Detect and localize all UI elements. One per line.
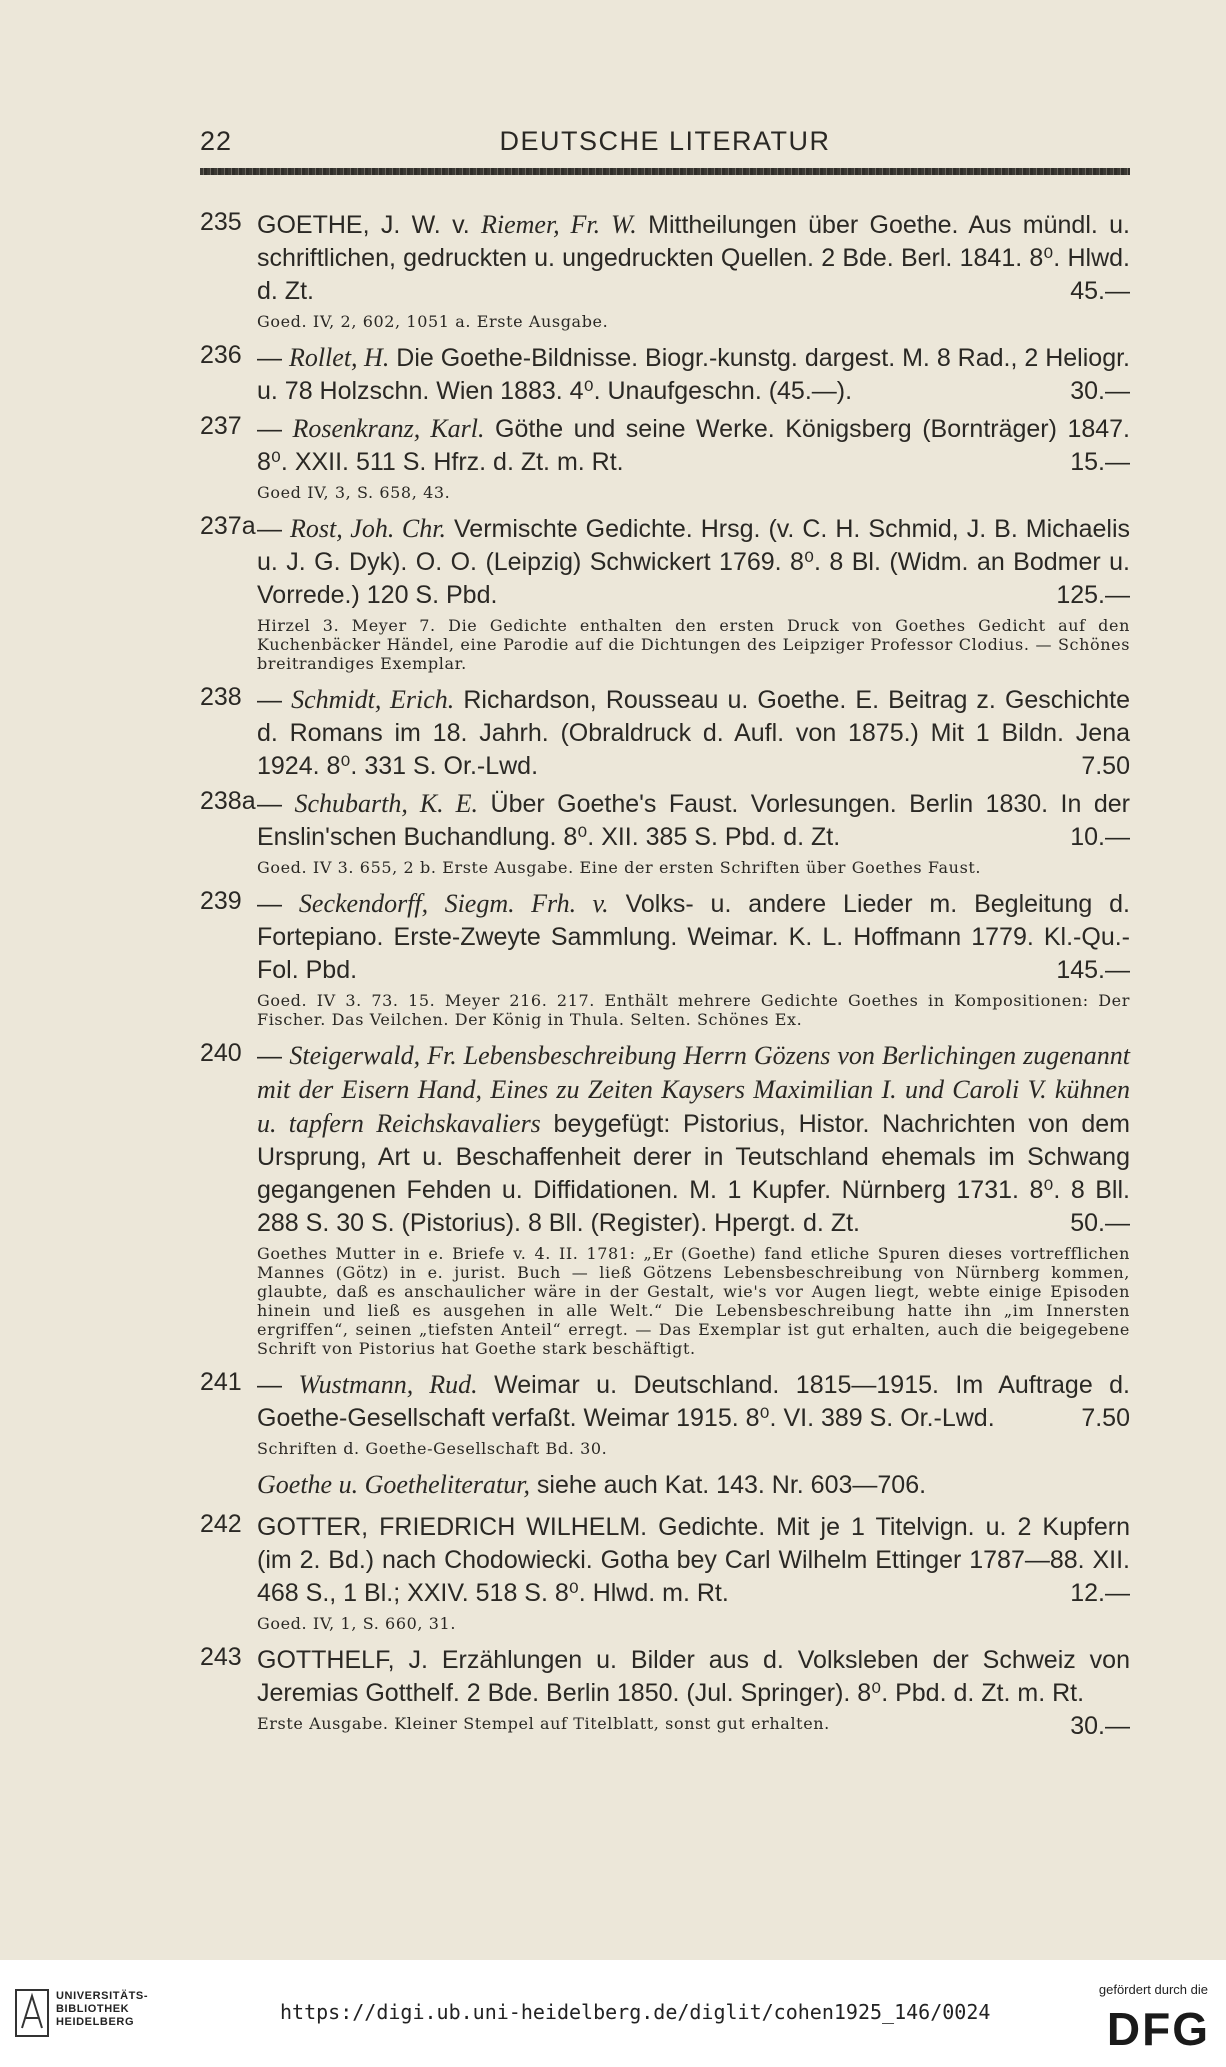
- entry-description: Gedichte. Mit je 1 Titelvign. u. 2 Kupfern (im 2. Bd.) nach Chodowiecki. Gotha bey Carl Wilhelm Ettinger 1787—88. XII. 468 S., 1 Bl.; XXIV. 518 S. 8⁰. Hlwd. m. Rt.: [257, 1513, 1130, 1607]
- entry-text: [257, 683, 1130, 783]
- entry-author: Rollet, H.: [288, 343, 390, 372]
- entry-note: Goed. IV, 1, S. 660, 31.: [257, 1614, 457, 1633]
- catalog-entry: [200, 1510, 1130, 1633]
- entry-author: Rost, Joh. Chr.: [290, 514, 446, 543]
- entry-description: Richardson, Rousseau u. Goethe. E. Beitrag z. Geschichte d. Romans im 18. Jahrh. (Obraldruck d. Aufl. von 1875.) Mit 1 Bildn. Jena 1924. 8⁰. 331 S. Or.-Lwd.: [257, 686, 1131, 780]
- entry-text: [257, 787, 1130, 854]
- entry-lead: —: [257, 1042, 290, 1070]
- university-seal-icon: [14, 1988, 50, 2038]
- entry-lead: —: [257, 890, 299, 918]
- header-rule: [200, 168, 1130, 175]
- entry-number: 243: [200, 1643, 242, 1671]
- catalog-entry: [200, 412, 1130, 502]
- entry-number: 236: [200, 341, 242, 369]
- library-name: [56, 1990, 148, 2029]
- entry-text: [257, 412, 1130, 479]
- entry-lead: —: [257, 686, 292, 714]
- catalog-entry: [200, 341, 1130, 408]
- catalog-entry: [200, 512, 1130, 673]
- entry-lead: —: [257, 344, 289, 372]
- entry-price: 7.50: [1081, 752, 1130, 780]
- permalink-url[interactable]: https://digi.ub.uni-heidelberg.de/diglit/cohen1925_146/0024: [280, 2000, 991, 2024]
- entry-price: 125.—: [1056, 581, 1130, 609]
- entry-author: Rosenkranz, Karl.: [292, 414, 485, 443]
- entry-lead: GOETHE, J. W. v.: [257, 211, 481, 239]
- entry-text: [257, 887, 1130, 987]
- entry-lead: GOTTHELF, J.: [257, 1646, 428, 1674]
- entry-author: Wustmann, Rud.: [298, 1370, 478, 1399]
- entry-price: 12.—: [1070, 1579, 1130, 1607]
- entry-note: Goethes Mutter in e. Briefe v. 4. II. 1781: „Er (Goethe) fand etliche Spuren dieses vortrefflichen Mannes (Götz) in e. jurist. Buch — ließ Götzens Lebensbeschreibung von Nürnberg kommen, glaubte, daß es anschaulicher wäre in der Gestalt, wie's vor Augen liegt, webte einige Episoden hinein und ließ es ausgehen in alle Welt.“ Die Lebensbeschreibung hatte ihn „im Innersten ergriffen“, seinen „tiefsten Anteil“ erregt. — Das Exemplar ist gut erhalten, auch die beigegebene Schrift von Pistorius hat Goethe stark beschäftigt.: [257, 1244, 1130, 1358]
- entry-price: 30.—: [1070, 1712, 1130, 1740]
- entry-description: Weimar u. Deutschland. 1815—1915. Im Auftrage d. Goethe-Gesellschaft verfaßt. Weimar 1915. 8⁰. VI. 389 S. Or.-Lwd.: [257, 1371, 1130, 1432]
- page-header: [200, 126, 1130, 162]
- catalog-entry: [200, 208, 1130, 331]
- entry-price: 30.—: [1070, 377, 1130, 405]
- entry-author: Steigerwald, Fr. Lebensbeschreibung Herrn Gözens von Berlichingen zugenannt mit der Eisern Hand, Eines zu Zeiten Kaysers Maximilian I. und Caroli V. kühnen u. tapfern Reichskavaliers: [257, 1041, 1130, 1138]
- catalog-entry: [200, 1368, 1130, 1458]
- dfg-logo: DFG: [1106, 2003, 1210, 2055]
- entry-author: Schmidt, Erich.: [291, 685, 455, 714]
- entry-description: beygefügt: Pistorius, Histor. Nachrichten von dem Ursprung, Art u. Beschaffenheit derer in Teutschland ehemals im Schwang gegangenen Fehden u. Diffidationen. M. 1 Kupfer. Nürnberg 1731. 8⁰. 8 Bll. 288 S. 30 S. (Pistorius). 8 Bll. (Register). Hpergt. d. Zt.: [257, 1110, 1131, 1237]
- entry-text: [257, 208, 1130, 308]
- catalog-entry: [200, 1643, 1130, 1740]
- entry-description: Erzählungen u. Bilder aus d. Volksleben der Schweiz von Jeremias Gotthelf. 2 Bde. Berlin 1850. (Jul. Springer). 8⁰. Pbd. d. Zt. m. Rt.: [257, 1646, 1130, 1707]
- entry-price: 10.—: [1070, 823, 1130, 851]
- entry-text: [257, 1368, 1130, 1435]
- library-line-1: UNIVERSITÄTS-: [56, 1990, 149, 2002]
- cross-reference: [257, 1468, 1130, 1502]
- entry-note: Goed IV, 3, S. 658, 43.: [257, 483, 451, 502]
- library-line-3: HEIDELBERG: [56, 2016, 135, 2028]
- entry-text: [257, 341, 1130, 408]
- entry-note: Erste Ausgabe. Kleiner Stempel auf Titelblatt, sonst gut erhalten.: [257, 1714, 830, 1733]
- funder-note: gefördert durch die: [1098, 1982, 1208, 1997]
- entry-text: [257, 512, 1130, 612]
- entry-note: Schriften d. Goethe-Gesellschaft Bd. 30.: [257, 1439, 608, 1458]
- entry-number: 241: [200, 1368, 242, 1396]
- entry-note: Goed. IV 3. 655, 2 b. Erste Ausgabe. Eine der ersten Schriften über Goethes Faust.: [257, 858, 982, 877]
- library-line-2: BIBLIOTHEK: [56, 2003, 130, 2015]
- entry-description: Vermischte Gedichte. Hrsg. (v. C. H. Schmid, J. B. Michaelis u. J. G. Dyk). O. O. (Leipzig) Schwickert 1769. 8⁰. 8 Bl. (Widm. an Bodmer u. Vorrede.) 120 S. Pbd.: [257, 515, 1131, 609]
- viewer-footer: [0, 1960, 1226, 2067]
- entry-description: Über Goethe's Faust. Vorlesungen. Berlin 1830. In der Enslin'schen Buchandlung. 8⁰. XII. 385 S. Pbd. d. Zt.: [257, 790, 1130, 851]
- entry-number: 240: [200, 1039, 242, 1067]
- entry-author: Schubarth, K. E.: [294, 789, 479, 818]
- entry-note: Hirzel 3. Meyer 7. Die Gedichte enthalten den ersten Druck von Goethes Gedicht auf den Kuchenbäcker Händel, eine Parodie auf die Dichtungen des Leipziger Professor Clodius. — Schönes breitrandiges Exemplar.: [257, 616, 1130, 673]
- entry-number: 242: [200, 1510, 242, 1538]
- entry-author: Riemer, Fr. W.: [480, 210, 637, 239]
- entry-note: Goed. IV 3. 73. 15. Meyer 216. 217. Enthält mehrere Gedichte Goethes in Kompositionen: Der Fischer. Das Veilchen. Der König in Thula. Selten. Schönes Ex.: [257, 991, 1130, 1029]
- xref-title: Goethe u. Goetheliteratur,: [257, 1470, 530, 1499]
- entry-description: Mittheilungen über Goethe. Aus mündl. u. schriftlichen, gedruckten u. ungedruckten Quellen. 2 Bde. Berl. 1841. 8⁰. Hlwd. d. Zt.: [257, 211, 1130, 305]
- entry-number: 235: [200, 208, 242, 236]
- catalog-entry: [200, 1039, 1130, 1358]
- catalog-entry: [200, 787, 1130, 877]
- entry-number: 237a: [200, 512, 256, 540]
- entry-author: Seckendorff, Siegm. Frh. v.: [298, 889, 609, 918]
- entry-lead: —: [257, 790, 295, 818]
- entry-text: [257, 1510, 1130, 1610]
- page-number: 22: [200, 126, 233, 156]
- catalog-entry: [200, 887, 1130, 1029]
- entry-price: 45.—: [1070, 277, 1130, 305]
- running-title: DEUTSCHE LITERATUR: [499, 126, 831, 156]
- entry-number: 238: [200, 683, 242, 711]
- entry-price: 7.50: [1081, 1404, 1130, 1432]
- entry-number: 239: [200, 887, 242, 915]
- entry-description: Göthe und seine Werke. Königsberg (Bornträger) 1847. 8⁰. XXII. 511 S. Hfrz. d. Zt. m. Rt.: [257, 415, 1131, 476]
- entry-lead: —: [257, 415, 293, 443]
- entry-lead: —: [257, 515, 291, 543]
- entry-price: 15.—: [1070, 448, 1130, 476]
- entry-note: Goed. IV, 2, 602, 1051 a. Erste Ausgabe.: [257, 312, 609, 331]
- entry-lead: —: [257, 1371, 299, 1399]
- entry-text: [257, 1039, 1130, 1240]
- xref-text: siehe auch Kat. 143. Nr. 603—706.: [529, 1471, 927, 1499]
- entry-lead: GOTTER, FRIEDRICH WILHELM.: [257, 1513, 648, 1541]
- entry-number: 237: [200, 412, 242, 440]
- catalog-entries: [200, 208, 1130, 1743]
- entry-description: Volks- u. andere Lieder m. Begleitung d. Fortepiano. Erste-Zweyte Sammlung. Weimar. K. L. Hoffmann 1779. Kl.-Qu.-Fol. Pbd.: [257, 890, 1130, 984]
- entry-number: 238a: [200, 787, 256, 815]
- entry-description: Die Goethe-Bildnisse. Biogr.-kunstg. dargest. M. 8 Rad., 2 Heliogr. u. 78 Holzschn. Wien 1883. 4⁰. Unaufgeschn. (45.—).: [257, 344, 1130, 405]
- entry-price: 145.—: [1056, 956, 1130, 984]
- catalog-entry: [200, 683, 1130, 783]
- entry-price: 50.—: [1070, 1209, 1130, 1237]
